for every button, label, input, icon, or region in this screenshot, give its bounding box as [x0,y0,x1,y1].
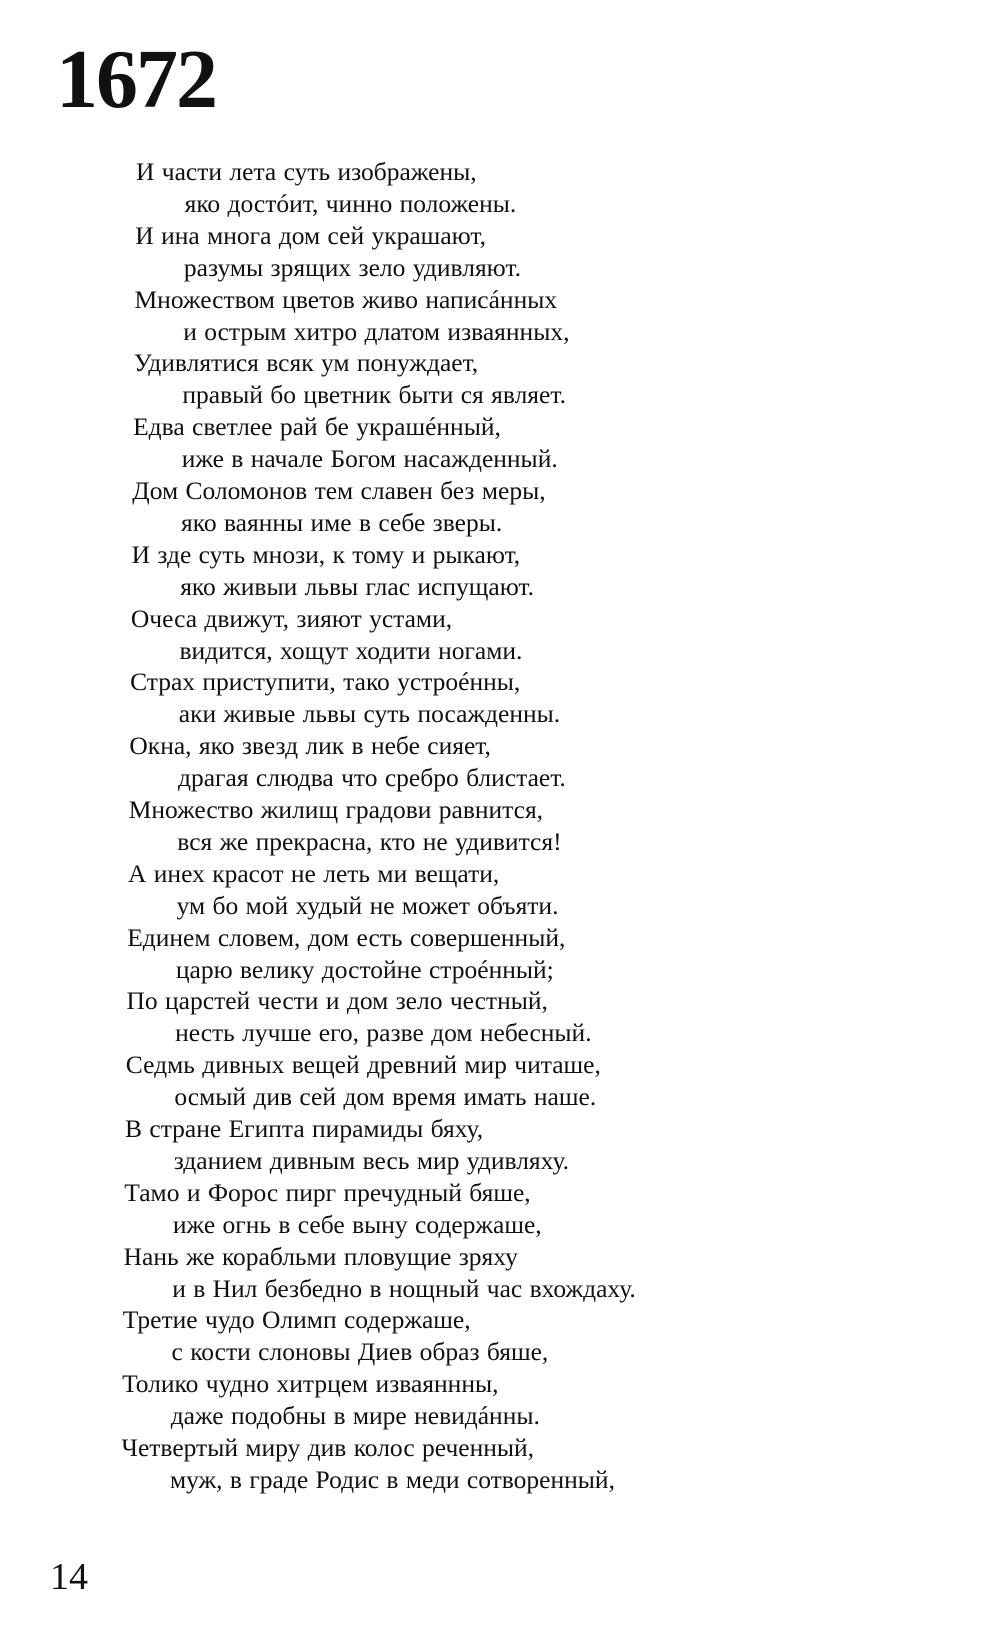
poem-line: разумы зрящих зело удивляют. [183,252,521,282]
poem-line: видится, хощут ходити ногами. [179,635,523,665]
poem-line: Четвертый миру див колос реченный, [121,1433,535,1462]
poem-line: несть лучше его, разве дом небесный. [175,1018,592,1048]
year-heading: 1672 [56,33,216,126]
poem-line: Дом Соломонов тем славен без меры, [132,476,546,505]
poem-line: иже огнь в себе выну содержаше, [172,1209,542,1239]
poem-line: яко ваянны име в себе зверы. [181,507,503,537]
poem-line: А инех красот не леть ми вещати, [128,858,500,888]
page-number: 14 [50,1556,88,1598]
poem-line: По царстей чести и дом зело честный, [126,986,548,1016]
poem-line: Тамо и Форос пирг пречудный бяше, [124,1177,531,1207]
poem-line: Толико чудно хитрцем изваяннны, [122,1369,499,1399]
poem-line: Очеса движут, зияют устами, [130,603,453,633]
poem-line: иже в начале Богом насажденный. [181,444,558,474]
poem-line: царю велику достойне строéнный; [175,954,554,984]
poem-line: Третие чудо Олимп содержаше, [122,1305,471,1335]
poem-line: яко достóит, чинно положены. [184,188,517,218]
poem-line: И зде суть мнози, к тому и рыкают, [131,539,521,569]
poem-line: и в Нил безбедно в нощный час вхождаху. [172,1273,636,1303]
poem-line: вся же прекрасна, кто не удивится! [177,826,562,856]
poem-line: И части лета суть изображены, [136,157,477,186]
poem-line: осмый див сей дом время имать наше. [174,1082,597,1112]
poem-line: яко живыи львы глас испущают. [180,571,535,601]
poem-line: аки живые львы суть посажденны. [178,699,561,729]
poem-line: В стране Египта пирамиды бяху, [125,1114,484,1143]
poem-line: Седмь дивных вещей древний мир читаше, [125,1050,601,1080]
poem-line: Окна, яко звезд лик в небе сияет, [129,731,491,761]
poem-line: Страх приступити, тако устроéнны, [130,667,521,697]
poem-line: Единем словем, дом есть совершенный, [127,922,566,952]
poem-line: и острым хитро длатом изваянных, [183,316,570,346]
poem-line: муж, в граде Родис в меди сотворенный, [170,1464,615,1494]
poem-line: с кости слоновы Диев образ бяше, [171,1337,549,1367]
poem-line: ум бо мой худый не может объяти. [176,890,559,920]
poem-line: Множество жилищ градови равнится, [128,795,544,824]
poem-line: Едва светлее рай бе украшéнный, [133,412,501,442]
poem-line: драгая слюдва что сребро блистает. [178,763,566,793]
poem-line: Множеством цветов живо написáнных [134,284,558,314]
poem-line: Удивлятися всяк ум понуждает, [133,348,479,378]
poem-line: зданием дивным весь мир удивляху. [173,1145,570,1175]
poem-line: И ина многа дом сей украшают, [135,220,486,250]
poem-line: даже подобны в мире невидáнны. [170,1401,540,1431]
poem-line: Нань же корабльми пловущие зряху [123,1241,518,1271]
poem-line: правый бо цветник быти ся являет. [182,380,566,410]
